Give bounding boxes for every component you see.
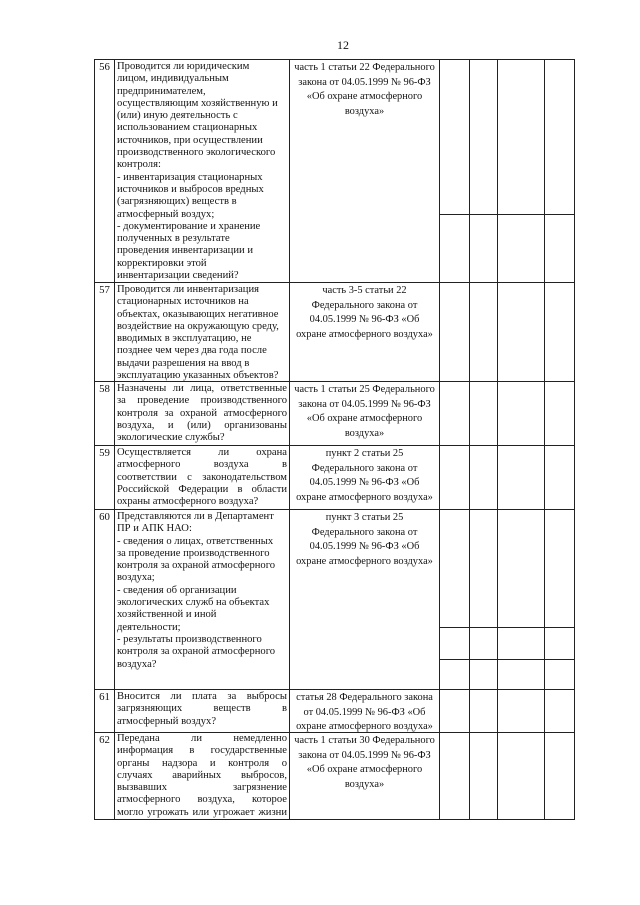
answer-cell (470, 510, 498, 628)
text-line: объектах, оказывающих негативное (117, 308, 279, 320)
text-line: экологические службы? (117, 432, 225, 444)
answer-cell (470, 690, 498, 733)
row-number: 61 (95, 690, 115, 733)
answer-cell (470, 283, 498, 382)
answer-cell (545, 382, 575, 446)
text-line: (загрязняющих) веществ в (117, 196, 237, 208)
text-line: закона от 04.05.1999 № 96-ФЗ (298, 398, 431, 410)
legal-reference (290, 690, 440, 733)
text-line: - инвентаризация стационарных (117, 171, 263, 183)
text-line: воздуха» (344, 778, 385, 790)
requirement-question (115, 283, 290, 382)
requirement-question (115, 60, 290, 283)
requirement-question (115, 446, 290, 510)
answer-cell (545, 660, 575, 690)
answer-cell (470, 446, 498, 510)
requirement-question (115, 510, 290, 690)
text-line: - результаты производственного (117, 633, 262, 645)
text-line: ПР и АПК НАО: (117, 523, 192, 535)
text-line: атмосферного воздуха, которое (117, 794, 287, 806)
text-line: часть 1 статьи 30 Федерального (294, 735, 435, 746)
answer-cell (440, 382, 470, 446)
text-line: лицом, индивидуальным (117, 73, 229, 85)
text-line: вызвавших загрязнение (117, 782, 287, 794)
answer-cell (470, 660, 498, 690)
requirement-question (115, 690, 290, 733)
row-number: 60 (95, 510, 115, 690)
text-line: Передана ли немедленно (117, 733, 287, 744)
legal-reference (290, 60, 440, 283)
text-line: Федерального закона от (311, 462, 418, 474)
text-line: атмосферного воздуха в (117, 459, 287, 471)
text-line: - сведения о лицах, ответственных (117, 535, 274, 547)
answer-cell (498, 60, 545, 215)
answer-cell (470, 60, 498, 215)
text-line: 04.05.1999 № 96-ФЗ «Об (309, 477, 420, 488)
text-line: органы надзора и контроля о (117, 757, 287, 769)
answer-cell (440, 283, 470, 382)
text-line: воздуха, и (или) организованы (117, 419, 287, 431)
row-number: 56 (95, 60, 115, 283)
answer-cell (498, 382, 545, 446)
page-number: 12 (337, 38, 349, 52)
text-line: охране атмосферного воздуха» (296, 555, 433, 567)
checklist-table (94, 59, 575, 820)
text-line: часть 1 статьи 22 Федерального (294, 62, 435, 73)
legal-reference (290, 510, 440, 690)
legal-reference (290, 446, 440, 510)
row-number: 62 (95, 733, 115, 820)
text-line: проведения инвентаризации и (117, 245, 254, 257)
text-line: Федерального закона от (311, 299, 418, 311)
text-line: источников и выбросов вредных (117, 183, 264, 195)
requirement-question (115, 382, 290, 446)
text-line: «Об охране атмосферного (306, 413, 423, 424)
text-line: информация в государственные (117, 745, 287, 757)
answer-cell (440, 215, 470, 283)
text-line: полученных в результате (117, 233, 230, 245)
answer-cell (498, 690, 545, 733)
text-line: контроля за охраной атмосферного (117, 646, 276, 658)
text-line: соответствии с законодательством (117, 471, 287, 483)
answer-cell (545, 60, 575, 215)
text-line: воздуха; (117, 572, 155, 584)
text-line: корректировки этой (117, 257, 207, 269)
answer-cell (545, 690, 575, 733)
answer-cell (470, 215, 498, 283)
text-line: Проводится ли инвентаризация (117, 284, 259, 295)
answer-cell (440, 446, 470, 510)
answer-cell (470, 733, 498, 820)
row-number: 57 (95, 283, 115, 382)
text-line: 04.05.1999 № 96-ФЗ «Об (309, 541, 420, 552)
answer-cell (498, 628, 545, 660)
text-line: пункт 2 статьи 25 (325, 448, 404, 459)
text-line: контроля: (117, 159, 161, 171)
text-line: Представляются ли в Департамент (117, 511, 274, 522)
text-line: источников, при осуществлении (117, 134, 263, 146)
text-line: за проведение производственного (117, 547, 270, 559)
text-line: инвентаризации сведений? (117, 270, 239, 282)
answer-cell (470, 628, 498, 660)
text-line: «Об охране атмосферного (306, 764, 423, 775)
text-line: контроля за охраной атмосферного (117, 407, 287, 419)
answer-cell (440, 510, 470, 628)
answer-cell (440, 60, 470, 215)
requirement-question (115, 733, 290, 820)
text-line: - сведения об организации (117, 584, 237, 596)
text-line: стационарных источников на (117, 296, 249, 308)
text-line: - документирование и хранение (117, 220, 261, 232)
text-line: Проводится ли юридическим (117, 61, 250, 72)
legal-reference (290, 382, 440, 446)
text-line: производственного экологического (117, 147, 276, 159)
text-line: Федерального закона от (311, 526, 418, 538)
answer-cell (440, 690, 470, 733)
text-line: выдачи разрешения на ввод в (117, 357, 250, 369)
text-line: вводимых в эксплуатацию, не (117, 333, 252, 345)
answer-cell (545, 215, 575, 283)
text-line: закона от 04.05.1999 № 96-ФЗ (298, 76, 431, 88)
legal-reference (290, 733, 440, 820)
text-line: Российской Федерации в области (117, 483, 287, 495)
text-line: позднее чем через два года после (117, 345, 267, 357)
text-line: за проведение производственного (117, 395, 287, 407)
text-line: воздуха? (117, 658, 157, 670)
text-line: деятельности; (117, 621, 181, 633)
text-line: атмосферный воздух? (117, 715, 217, 727)
text-line: контроля за охраной атмосферного (117, 560, 276, 572)
text-line: 04.05.1999 № 96-ФЗ «Об (309, 314, 420, 325)
text-line: осуществляющим хозяйственную и (117, 97, 278, 109)
text-line: часть 1 статьи 25 Федерального (294, 384, 435, 395)
text-line: использованием стационарных (117, 122, 258, 134)
answer-cell (498, 510, 545, 628)
answer-cell (470, 382, 498, 446)
text-line: хозяйственной и иной (117, 609, 217, 621)
text-line: охране атмосферного воздуха» (296, 491, 433, 503)
answer-cell (545, 510, 575, 628)
text-line: пункт 3 статьи 25 (325, 512, 404, 523)
row-number: 58 (95, 382, 115, 446)
answer-cell (498, 446, 545, 510)
answer-cell (545, 733, 575, 820)
text-line: охраны атмосферного воздуха? (117, 496, 259, 508)
answer-cell (498, 283, 545, 382)
text-line: могло угрожать или угрожает жизни (117, 806, 287, 818)
text-line: воздуха» (344, 427, 385, 439)
text-line: «Об охране атмосферного (306, 91, 423, 102)
answer-cell (440, 733, 470, 820)
text-line: (или) иную деятельность с (117, 110, 238, 122)
text-line: Вносится ли плата за выбросы (117, 691, 287, 702)
legal-reference (290, 283, 440, 382)
answer-cell (440, 660, 470, 690)
text-line: Назначены ли лица, ответственные (117, 383, 287, 394)
text-line: часть 3-5 статьи 22 (322, 285, 407, 296)
answer-cell (545, 628, 575, 660)
text-line: предпринимателем, (117, 85, 206, 97)
text-line: воздуха» (344, 105, 385, 117)
answer-cell (498, 215, 545, 283)
answer-cell (498, 733, 545, 820)
text-line: статья 28 Федерального закона (296, 692, 433, 703)
text-line: загрязняющих веществ в (117, 703, 287, 715)
answer-cell (498, 660, 545, 690)
row-number: 59 (95, 446, 115, 510)
text-line: Осуществляется ли охрана (117, 447, 287, 458)
text-line: экологических служб на объектах (117, 597, 270, 609)
answer-cell (545, 446, 575, 510)
text-line: воздействие на окружающую среду, (117, 320, 279, 332)
text-line: от 04.05.1999 № 96-ФЗ «Об (303, 706, 426, 718)
text-line: закона от 04.05.1999 № 96-ФЗ (298, 749, 431, 761)
answer-cell (545, 283, 575, 382)
text-line: эксплуатацию указанных объектов? (117, 370, 279, 382)
text-line: случаях аварийных выбросов, (117, 769, 287, 781)
text-line: охране атмосферного воздуха» (296, 328, 433, 340)
text-line: атмосферный воздух; (117, 208, 215, 220)
answer-cell (440, 628, 470, 660)
text-line: охране атмосферного воздуха» (296, 721, 433, 732)
